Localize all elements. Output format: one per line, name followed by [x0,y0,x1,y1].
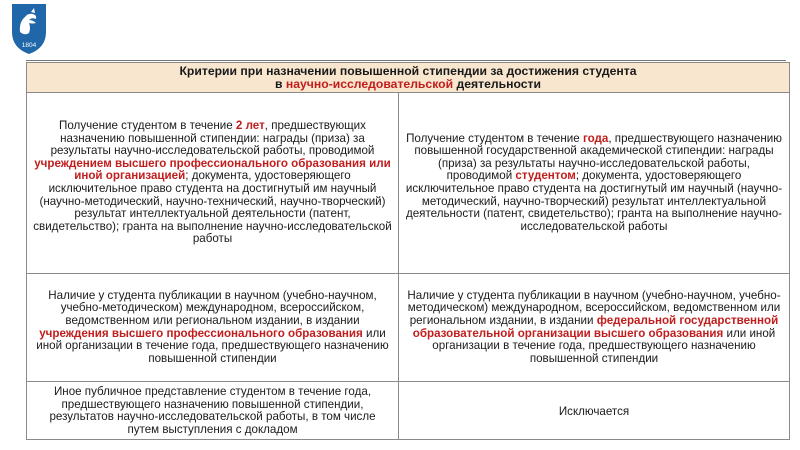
cell-right-awards: Получение студентом в течение года, предшествующего назначению повышенной государственной академической стипендии: награды (приза) за результаты научно-исследовательской работы, проводимой студентом; документа, удостоверяющего исключительное право студента на достигнутый им научный (научно-методический, научно-творческий) результат интеллектуальной деятельности (патент, свидетельство); гранта на выполнение научно-исследовательской работы [399,93,790,274]
highlight-text: учреждения высшего профессионального образования [39,326,363,340]
highlight-text: федеральной государственной образовательной организации высшего образования [412,313,779,340]
table-title [27,63,790,93]
title-line1: Критерии при назначении повышенной стипендии за достижения студента [179,64,637,78]
university-logo [10,2,48,56]
logo-year: 1804 [21,42,37,49]
cell-right-excluded: Исключается [399,382,790,440]
cell-left-presentation: Иное публичное представление студентом в течение года, предшествующего назначению повышенной стипендии, результатов научно-исследовательской работы, в том числе путем выступления с докладом [27,382,399,440]
highlight-text: 2 лет [235,119,265,133]
table-row [27,274,790,382]
criteria-table [26,62,790,440]
title-line2-highlight: научно-исследовательской [285,77,454,91]
highlight-text: учреждением высшего профессионального образования или иной организацией [34,156,391,183]
table-row [27,93,790,274]
title-line2-post: деятельности [453,77,541,91]
highlight-text: года [582,131,609,145]
title-line2-pre: в [275,77,286,91]
table-top-line [26,60,786,61]
highlight-text: студентом [515,169,576,183]
table-row [27,382,790,440]
cell-left-awards: Получение студентом в течение 2 лет, предшествующих назначению повышенной стипендии: награды (приза) за результаты научно-исследовательской работы, проводимой учреждением высшего профессионального образования или иной организацией; документа, удостоверяющего исключительное право студента на достигнутый им научный (научно-методический, научно-технический, научно-творческий) результат интеллектуальной деятельности (патент, свидетельство); гранта на выполнение научно-исследовательской работы [27,93,399,274]
cell-left-publications: Наличие у студента публикации в научном (учебно-научном, учебно-методическом) международном, всероссийском, ведомственном или региональном издании, в издании учреждения высшего профессионального образования или иной организации в течение года, предшествующего назначению повышенной стипендии [27,274,399,382]
cell-right-publications: Наличие у студента публикации в научном (учебно-научном, учебно-методическом) международном, всероссийском, ведомственном или региональном издании, в издании федеральной государственной образовательной организации высшего образования или иной организации в течение года, предшествующего назначению повышенной стипендии [399,274,790,382]
table-header-row [27,63,790,93]
